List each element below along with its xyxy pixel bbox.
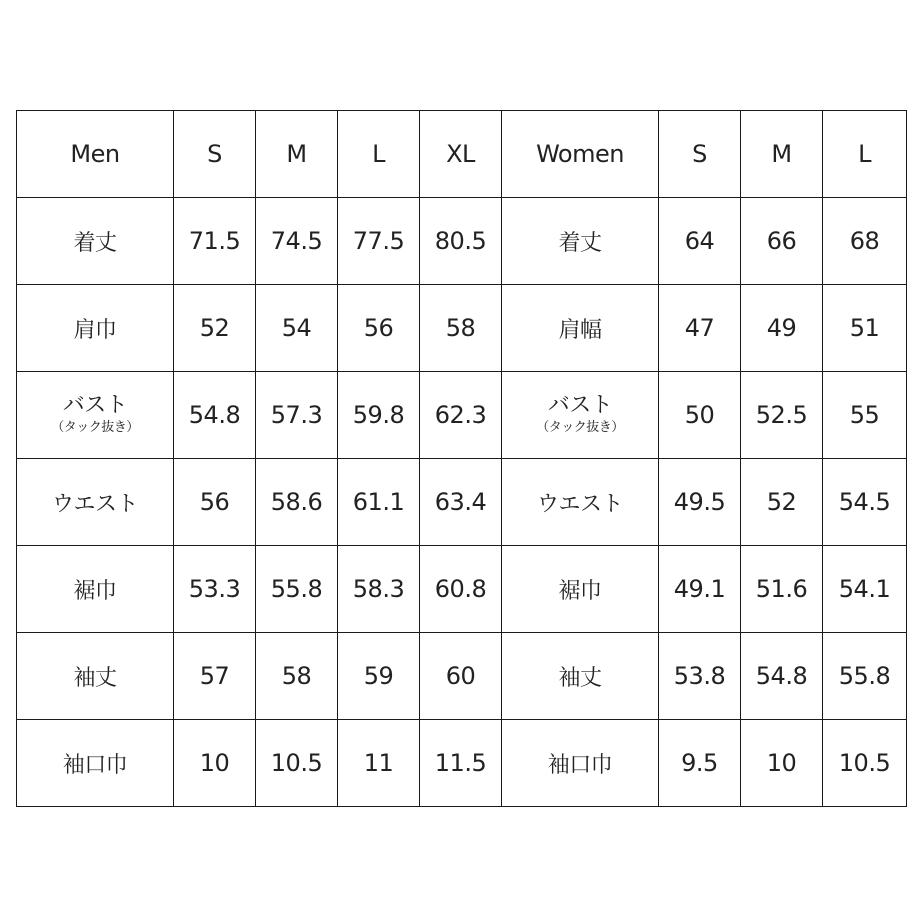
- men-value: 11: [338, 720, 420, 807]
- women-value: 54.1: [823, 546, 907, 633]
- women-value: 64: [659, 198, 741, 285]
- table-row: [17, 459, 907, 546]
- women-row-label: 肩幅: [502, 285, 659, 372]
- women-value: 68: [823, 198, 907, 285]
- men-row-label-sub: （タック抜き）: [51, 420, 139, 435]
- women-value: 50: [659, 372, 741, 459]
- women-size-m-header: M: [741, 111, 823, 198]
- men-size-s-header: S: [174, 111, 256, 198]
- table-row: [17, 285, 907, 372]
- table-row: [17, 372, 907, 459]
- men-value: 80.5: [420, 198, 502, 285]
- women-size-l-header: L: [823, 111, 907, 198]
- women-value: 53.8: [659, 633, 741, 720]
- table-row: [17, 198, 907, 285]
- men-value: 63.4: [420, 459, 502, 546]
- women-row-label: [502, 372, 659, 459]
- women-row-label-sub: （タック抜き）: [536, 420, 624, 435]
- men-value: 59.8: [338, 372, 420, 459]
- men-value: 10.5: [256, 720, 338, 807]
- men-value: 57.3: [256, 372, 338, 459]
- men-value: 11.5: [420, 720, 502, 807]
- women-value: 66: [741, 198, 823, 285]
- women-value: 47: [659, 285, 741, 372]
- women-value: 55.8: [823, 633, 907, 720]
- men-value: 54: [256, 285, 338, 372]
- men-value: 56: [174, 459, 256, 546]
- men-row-label: 袖口巾: [17, 720, 174, 807]
- men-size-m-header: M: [256, 111, 338, 198]
- women-value: 51: [823, 285, 907, 372]
- men-value: 62.3: [420, 372, 502, 459]
- women-value: 10.5: [823, 720, 907, 807]
- women-value: 52: [741, 459, 823, 546]
- women-value: 52.5: [741, 372, 823, 459]
- table-row: [17, 633, 907, 720]
- men-value: 54.8: [174, 372, 256, 459]
- men-value: 58.3: [338, 546, 420, 633]
- men-value: 61.1: [338, 459, 420, 546]
- men-row-label: [17, 372, 174, 459]
- men-value: 74.5: [256, 198, 338, 285]
- men-value: 71.5: [174, 198, 256, 285]
- women-row-label-main: バスト: [547, 393, 613, 418]
- men-value: 53.3: [174, 546, 256, 633]
- women-value: 49.5: [659, 459, 741, 546]
- women-row-label: ウエスト: [502, 459, 659, 546]
- women-value: 49.1: [659, 546, 741, 633]
- men-value: 60: [420, 633, 502, 720]
- men-value: 55.8: [256, 546, 338, 633]
- women-row-label: 袖口巾: [502, 720, 659, 807]
- men-row-label: 着丈: [17, 198, 174, 285]
- men-row-label: 肩巾: [17, 285, 174, 372]
- men-value: 77.5: [338, 198, 420, 285]
- men-value: 57: [174, 633, 256, 720]
- table-row: [17, 720, 907, 807]
- men-size-xl-header: XL: [420, 111, 502, 198]
- men-size-l-header: L: [338, 111, 420, 198]
- women-value: 54.5: [823, 459, 907, 546]
- men-header: Men: [17, 111, 174, 198]
- women-value: 9.5: [659, 720, 741, 807]
- men-value: 56: [338, 285, 420, 372]
- men-value: 60.8: [420, 546, 502, 633]
- women-size-s-header: S: [659, 111, 741, 198]
- table-row: [17, 546, 907, 633]
- women-header: Women: [502, 111, 659, 198]
- men-row-label: 袖丈: [17, 633, 174, 720]
- men-value: 58.6: [256, 459, 338, 546]
- men-value: 59: [338, 633, 420, 720]
- men-value: 58: [420, 285, 502, 372]
- women-row-label: 着丈: [502, 198, 659, 285]
- women-value: 49: [741, 285, 823, 372]
- men-row-label: 裾巾: [17, 546, 174, 633]
- men-row-label: ウエスト: [17, 459, 174, 546]
- women-row-label: 袖丈: [502, 633, 659, 720]
- size-chart-table: [16, 110, 907, 807]
- men-value: 10: [174, 720, 256, 807]
- men-value: 52: [174, 285, 256, 372]
- women-value: 54.8: [741, 633, 823, 720]
- header-row: [17, 111, 907, 198]
- men-row-label-main: バスト: [62, 393, 128, 418]
- women-value: 55: [823, 372, 907, 459]
- women-value: 10: [741, 720, 823, 807]
- women-row-label: 裾巾: [502, 546, 659, 633]
- men-value: 58: [256, 633, 338, 720]
- women-value: 51.6: [741, 546, 823, 633]
